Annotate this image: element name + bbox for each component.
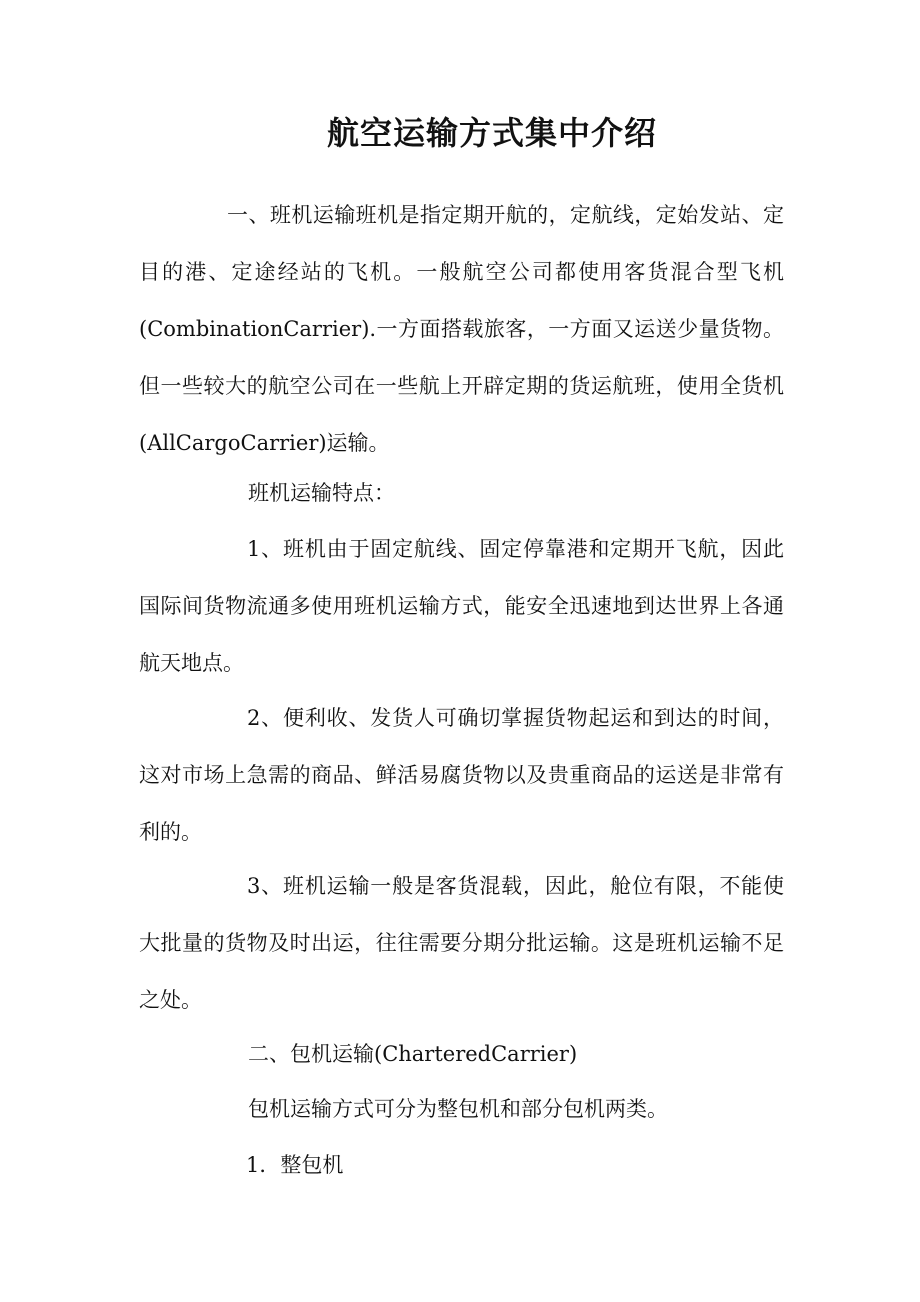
paragraph-scheduled-flight: 一、班机运输班机是指定期开航的，定航线，定始发站、定目的港、定途经站的飞机。一般航空公司都使用客货混合型飞机(CombinationCarrier).一方面搭载旅客，一方面又运送少量货物。但一些较大的航空公司在一些航上开辟定期的货运航班，使用全货机(AllCargoCarrier)运输。 bbox=[139, 203, 784, 455]
subheading-full-charter: 1．整包机 bbox=[246, 1153, 344, 1177]
document-title: 航空运输方式集中介绍 bbox=[326, 114, 657, 152]
paragraph-features-heading: 班机运输特点： bbox=[248, 481, 395, 505]
section-heading-charter: 二、包机运输(CharteredCarrier) bbox=[248, 1042, 578, 1066]
paragraph-charter-types: 包机运输方式可分为整包机和部分包机两类。 bbox=[248, 1097, 668, 1121]
paragraph-feature-1: 1、班机由于固定航线、固定停靠港和定期开飞航，因此国际间货物流通多使用班机运输方式，能安全迅速地到达世界上各通航天地点。 bbox=[139, 537, 784, 675]
paragraph-feature-3: 3、班机运输一般是客货混载，因此，舱位有限，不能使大批量的货物及时出运，往往需要分期分批运输。这是班机运输不足之处。 bbox=[139, 874, 784, 1012]
paragraph-feature-2: 2、便利收、发货人可确切掌握货物起运和到达的时间，这对市场上急需的商品、鲜活易腐货物以及贵重商品的运送是非常有利的。 bbox=[139, 706, 784, 844]
